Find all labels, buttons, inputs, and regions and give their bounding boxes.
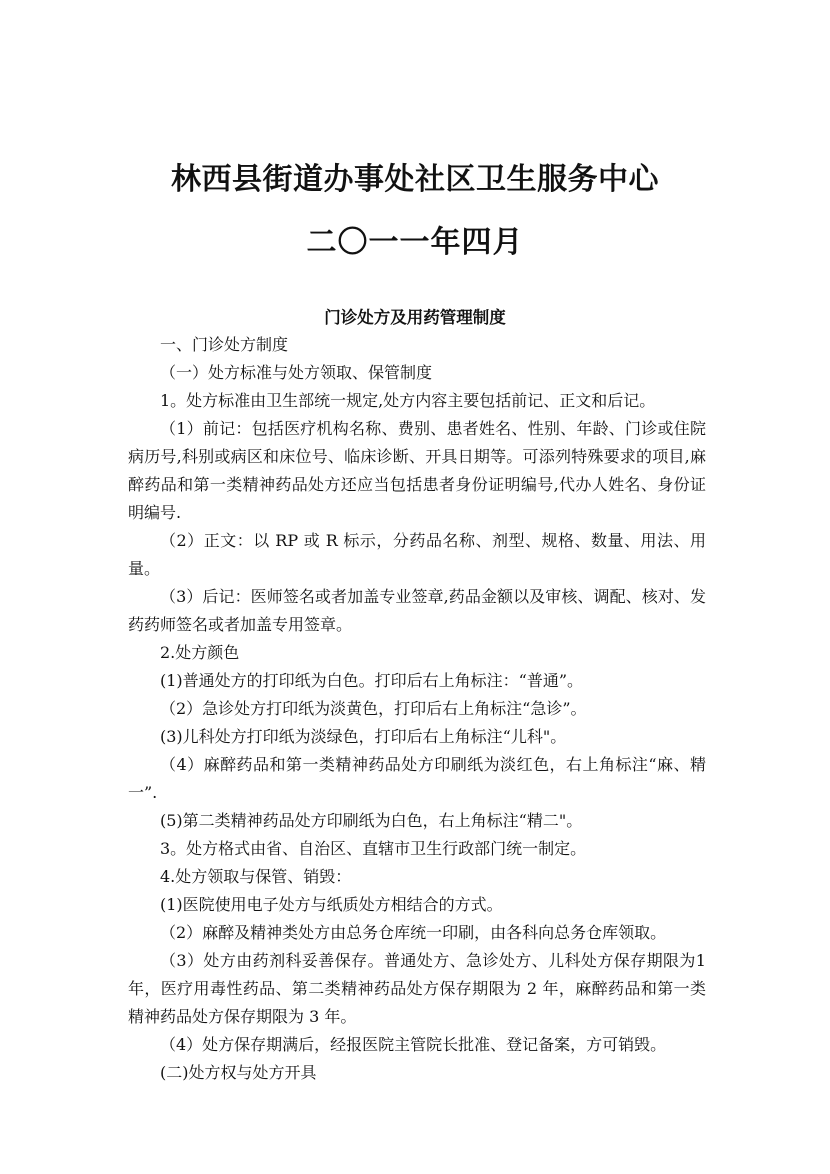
heading-collection-storage: 4.处方领取与保管、销毁： [160, 867, 352, 886]
heading-outpatient-prescription-system: 一、门诊处方制度 [160, 335, 289, 354]
paragraph-color-pediatric: (3)儿科处方打印纸为淡绿色，打印后右上角标注“儿科"。 [160, 727, 567, 746]
subheading-prescription-authority: (二)处方权与处方开具 [160, 1063, 317, 1082]
paragraph-format-rule: 3。处方格式由省、自治区、直辖市卫生行政部门统一制定。 [160, 839, 587, 858]
document-date: 二〇一一年四月 [306, 225, 524, 260]
paragraph-color-narcotic: （4）麻醉药品和第一类精神药品处方印刷纸为淡红色，右上角标注“麻、精一”. [128, 755, 706, 802]
document-body [128, 331, 706, 1087]
paragraph-color-normal: (1)普通处方的打印纸为白色。打印后右上角标注：“普通”。 [160, 671, 584, 690]
heading-prescription-color: 2.处方颜色 [160, 643, 240, 662]
paragraph-standard-rule: 1。处方标准由卫生部统一规定,处方内容主要包括前记、正文和后记。 [160, 391, 656, 410]
paragraph-narcotic-printing: （2）麻醉及精神类处方由总务仓库统一印刷，由各科向总务仓库领取。 [160, 923, 667, 942]
paragraph-storage-period: （3）处方由药剂科妥善保存。普通处方、急诊处方、儿科处方保存期限为1 年，医疗用毒性药品、第二类精神药品处方保存期限为 2 年，麻醉药品和第一类精神药品处方保存期限为 3 年。 [128, 951, 706, 1026]
paragraph-back-note: （3）后记：医师签名或者加盖专业签章,药品金额以及审核、调配、核对、发药药师签名或者加盖专用签章。 [128, 587, 706, 634]
section-title: 门诊处方及用药管理制度 [324, 308, 506, 327]
organization-title: 林西县街道办事处社区卫生服务中心 [171, 162, 659, 197]
paragraph-destruction: （4）处方保存期满后，经报医院主管院长批准、登记备案，方可销毁。 [160, 1035, 667, 1054]
paragraph-electronic-paper: (1)医院使用电子处方与纸质处方相结合的方式。 [160, 895, 503, 914]
paragraph-main-text: （2）正文：以 RP 或 R 标示，分药品名称、剂型、规格、数量、用法、用量。 [128, 531, 706, 578]
paragraph-color-emergency: （2）急诊处方打印纸为淡黄色，打印后右上角标注“急诊”。 [160, 699, 587, 718]
paragraph-color-psychotropic: (5)第二类精神药品处方印刷纸为白色，右上角标注“精二"。 [160, 811, 583, 830]
subheading-prescription-standard: （一）处方标准与处方领取、保管制度 [160, 363, 433, 382]
paragraph-front-note: （1）前记：包括医疗机构名称、费别、患者姓名、性别、年龄、门诊或住院病历号,科别或病区和床位号、临床诊断、开具日期等。可添列特殊要求的项目,麻醉药品和第一类精神药品处方还应当包括患者身份证明编号,代办人姓名、身份证明编号. [128, 419, 706, 522]
